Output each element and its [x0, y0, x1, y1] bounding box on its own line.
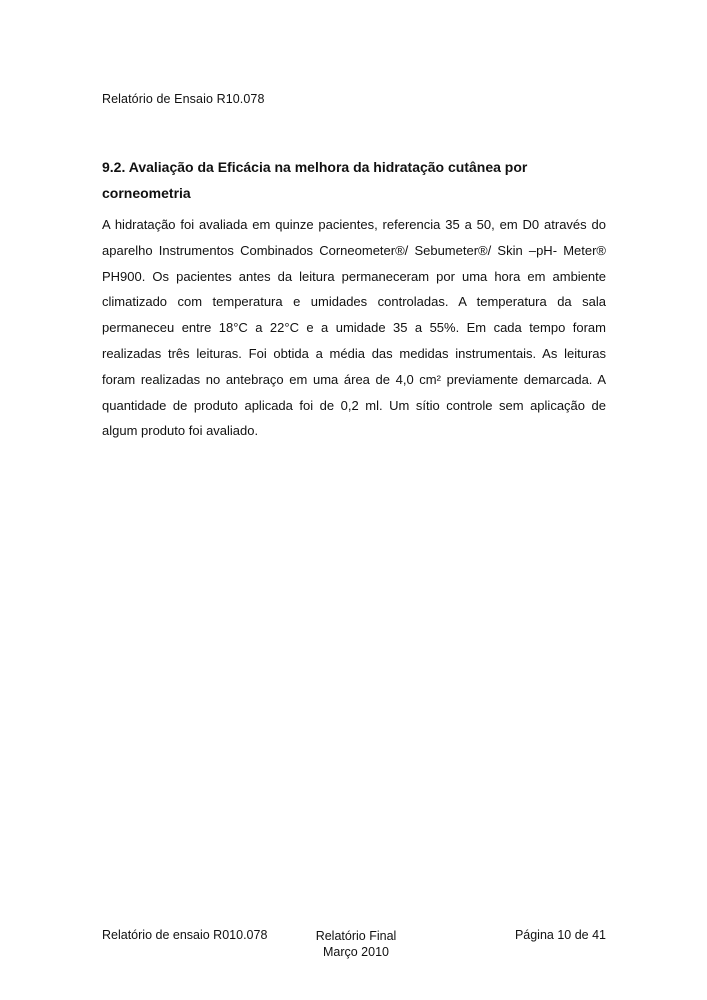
section-body: [102, 212, 606, 444]
section-title: 9.2. Avaliação da Eficácia na melhora da hidratação cutânea por corneometria: [102, 159, 528, 201]
footer-report-type: Relatório Final: [315, 929, 397, 943]
footer-report-id: Relatório de ensaio R010.078: [102, 928, 268, 942]
footer-page-number: Página 10 de 41: [514, 928, 606, 942]
footer-report-info: [292, 928, 420, 960]
page-header: Relatório de Ensaio R10.078: [102, 92, 265, 106]
footer-report-date: Março 2010: [322, 945, 389, 959]
body-paragraph: A hidratação foi avaliada em quinze pacientes, referencia 35 a 50, em D0 através do aparelho Instrumentos Combinados Corneometer®/ Sebumeter®/ Skin –pH- Meter® PH900. Os pacientes antes da leitura permaneceram por uma hora em ambiente climatizado com temperatura e umidades controladas. A temperatura da sala permaneceu entre 18°C a 22°C e a umidade 35 a 55%. Em cada tempo foram realizadas três leituras. Foi obtida a média das medidas instrumentais. As leituras foram realizadas no antebraço em uma área de 4,0 cm² previamente demarcada. A quantidade de produto aplicada foi de 0,2 ml. Um sítio controle sem aplicação de algum produto foi avaliado.: [102, 217, 606, 439]
